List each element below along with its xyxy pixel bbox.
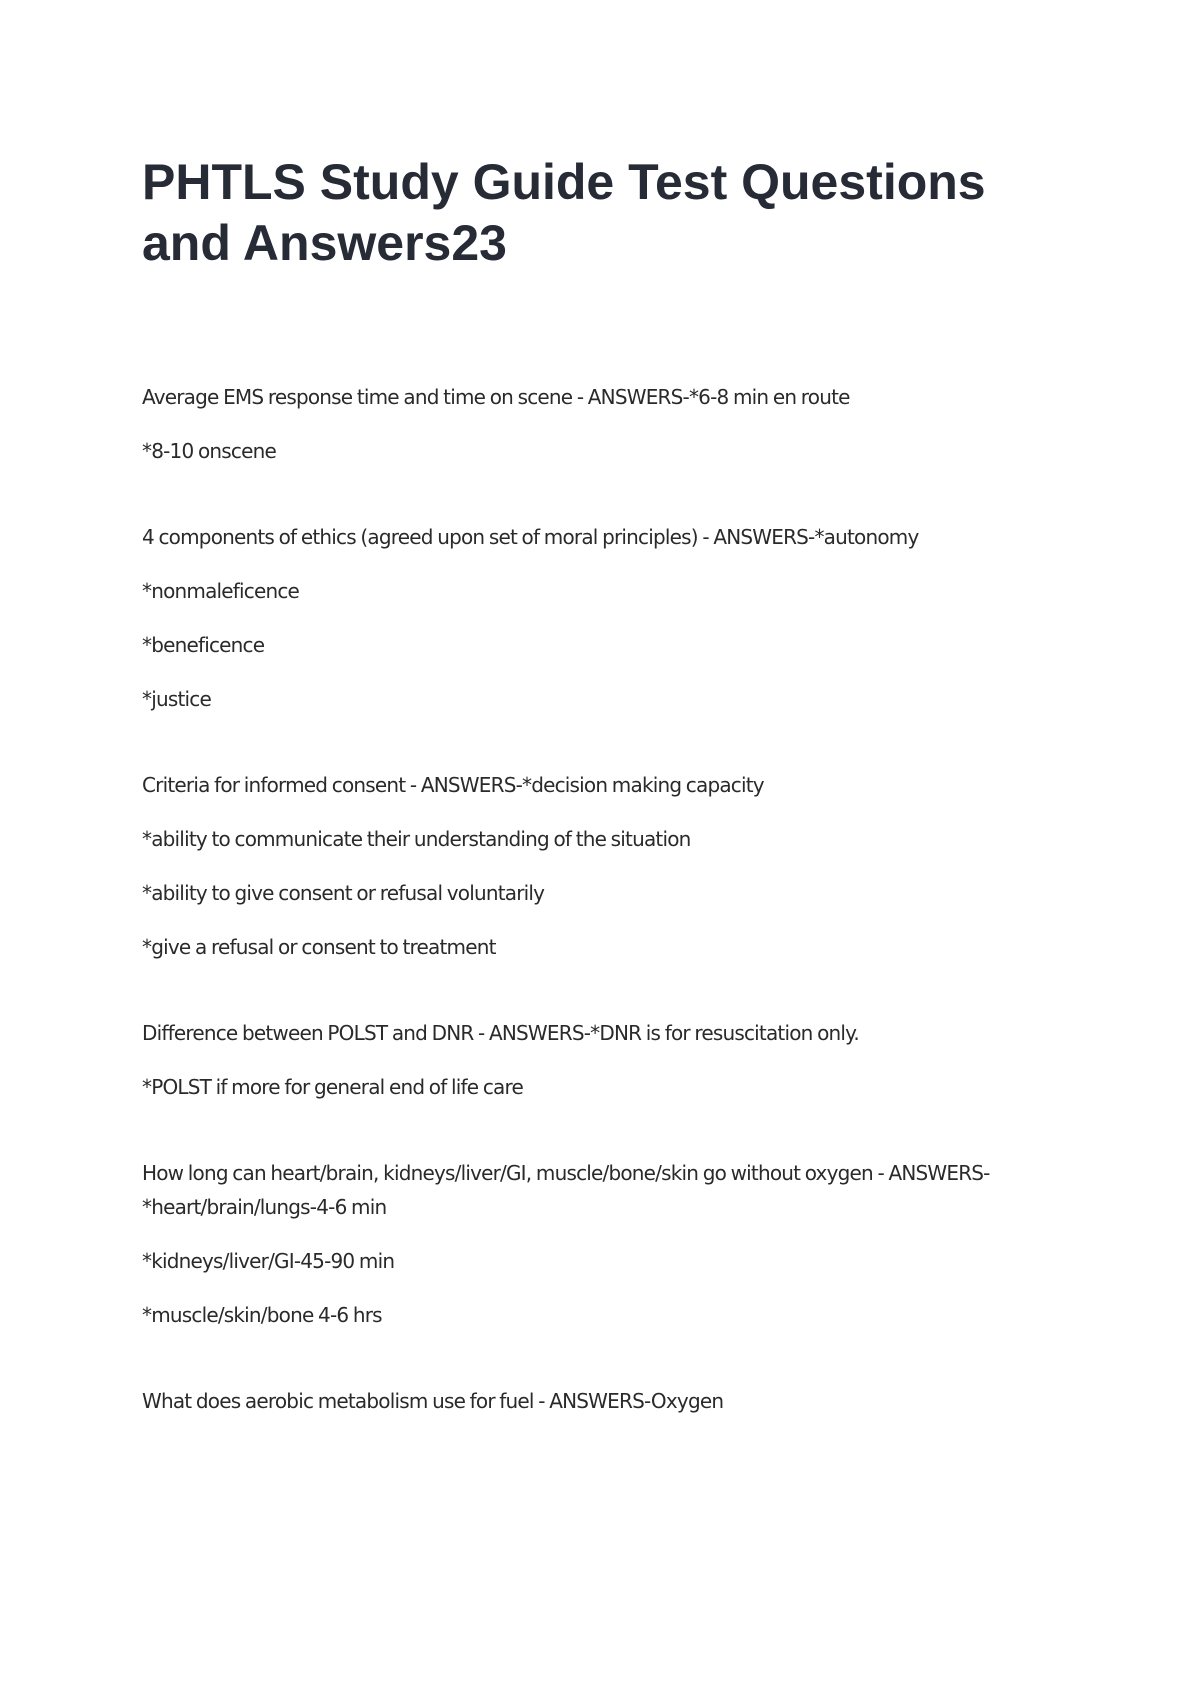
qa-answer-line: *8-10 onscene (142, 439, 276, 463)
qa-question-line: How long can heart/brain, kidneys/liver/GI, muscle/bone/skin go without oxygen - ANSWERS-*heart/brain/lungs-4-6 min (142, 1161, 990, 1219)
qa-answer-line: *nonmaleficence (142, 579, 300, 603)
qa-question-line: Criteria for informed consent - ANSWERS-*decision making capacity (142, 773, 764, 797)
qa-item (142, 1016, 1042, 1104)
qa-answer-line: *ability to communicate their understanding of the situation (142, 827, 691, 851)
qa-item (142, 520, 1042, 716)
qa-answer-line: *kidneys/liver/GI-45-90 min (142, 1249, 395, 1273)
qa-answer-line: *muscle/skin/bone 4-6 hrs (142, 1303, 382, 1327)
qa-item (142, 1384, 1042, 1418)
qa-item (142, 380, 1042, 468)
qa-answer-line: *give a refusal or consent to treatment (142, 935, 496, 959)
qa-answer-line: *POLST if more for general end of life care (142, 1075, 523, 1099)
qa-answer-line: *ability to give consent or refusal voluntarily (142, 881, 545, 905)
qa-question-line: What does aerobic metabolism use for fuel - ANSWERS-Oxygen (142, 1389, 724, 1413)
document-title: PHTLS Study Guide Test Questions and Answers23 (142, 154, 986, 271)
qa-item (142, 768, 1042, 964)
qa-question-line: Difference between POLST and DNR - ANSWERS-*DNR is for resuscitation only. (142, 1021, 859, 1045)
qa-question-line: Average EMS response time and time on scene - ANSWERS-*6-8 min en route (142, 385, 850, 409)
qa-answer-line: *justice (142, 687, 211, 711)
qa-list (142, 380, 1042, 1470)
qa-answer-line: *beneficence (142, 633, 265, 657)
qa-item (142, 1156, 1042, 1332)
qa-question-line: 4 components of ethics (agreed upon set of moral principles) - ANSWERS-*autonomy (142, 525, 919, 549)
